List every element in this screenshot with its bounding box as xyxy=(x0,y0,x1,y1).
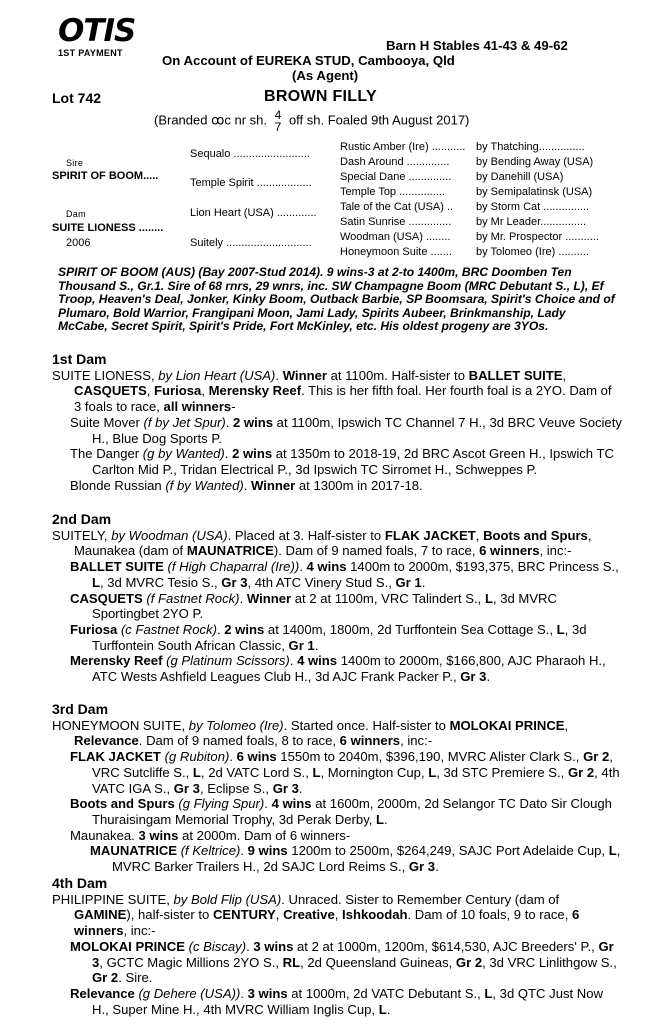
gen3-4: Tale of the Cat (USA) .. xyxy=(340,201,454,213)
dam-name: SUITE LIONESS ........ xyxy=(52,222,164,234)
fraction-bottom: 7 xyxy=(274,120,282,134)
brand-mid: nr sh. xyxy=(234,112,267,128)
stables-line: Barn H Stables 41-43 & 49-62 xyxy=(386,38,568,53)
dam-entry: SUITE LIONESS, by Lion Heart (USA). Winner at 1100m. Half-sister to BALLET SUITE, CASQUETS, Furiosa, Merensky Reef. This is her fifth foal. Her fourth foal is a 2YO. Dam of 3 foals to race, all winners- xyxy=(52,367,612,415)
section-heading: 4th Dam xyxy=(52,875,108,891)
gen4-7: by Tolomeo (Ire) .......... xyxy=(476,246,589,258)
progeny-entry: Furiosa (c Fastnet Rock). 2 wins at 1400m, 1800m, 2d Turffontein Sea Cottage S., L, 3d Turffontein South African Classic, Gr 1. xyxy=(70,621,587,653)
brand-prefix: (Branded xyxy=(154,112,208,128)
lot-number: Lot 742 xyxy=(52,90,102,106)
section-heading: 3rd Dam xyxy=(52,701,109,717)
gen4-2: by Danehill (USA) xyxy=(476,171,564,183)
gen4-0: by Thatching............... xyxy=(476,141,585,153)
section-heading: 1st Dam xyxy=(52,351,107,367)
payment-label: 1ST PAYMENT xyxy=(58,48,123,58)
progeny-entry: Blonde Russian (f by Wanted). Winner at 1300m in 2017-18. xyxy=(70,477,423,493)
gen2-1: Temple Spirit .................. xyxy=(190,177,312,189)
dam-entry: PHILIPPINE SUITE, by Bold Flip (USA). Unraced. Sister to Remember Century (dam of GAMINE), half-sister to CENTURY, Creative, Ishkoodah. Dam of 10 foals, 9 to race, 6 winners, inc:- xyxy=(52,891,580,939)
fraction-top: 4 xyxy=(274,108,282,122)
gen3-0: Rustic Amber (Ire) ........... xyxy=(340,141,466,153)
progeny-entry: MOLOKAI PRINCE (c Biscay). 3 wins at 2 at 1000m, 1200m, $614,530, AJC Breeders' P., Gr 3, GCTC Magic Millions 2YO S., RL, 2d Queensland Guineas, Gr 2, 3d VRC Linlithgow S., Gr 2. Sire. xyxy=(70,938,617,986)
gen3-6: Woodman (USA) ........ xyxy=(340,231,451,243)
gen3-2: Special Dane .............. xyxy=(340,171,452,183)
dam-entry: HONEYMOON SUITE, by Tolomeo (Ire). Started once. Half-sister to MOLOKAI PRINCE, Relevance. Dam of 9 named foals, 8 to race, 6 winners, inc:- xyxy=(52,717,569,749)
progeny-entry: The Danger (g by Wanted). 2 wins at 1350m to 2018-19, 2d BRC Ascot Green H., Ipswich TC Carlton Mid P., Tridan Electrical P., 3d Ipswich TC Sirromet H., Schweppes P. xyxy=(70,446,614,477)
dam-entry: SUITELY, by Woodman (USA). Placed at 3. Half-sister to FLAK JACKET, Boots and Spurs, Maunakea (dam of MAUNATRICE). Dam of 9 named foals, 7 to race, 6 winners, inc:- xyxy=(52,527,592,559)
first-dam-section xyxy=(52,352,622,493)
fourth-dam-section xyxy=(52,876,622,1017)
dam-label: Dam xyxy=(66,209,86,219)
sire-name: SPIRIT OF BOOM..... xyxy=(52,170,159,182)
gen2-3: Suitely ............................ xyxy=(190,237,312,249)
progeny-entry: Maunakea. 3 wins at 2000m. Dam of 6 winners- xyxy=(70,827,351,843)
second-dam-section xyxy=(52,512,622,685)
brand-fraction xyxy=(275,109,282,133)
brand-mark: ꝏc xyxy=(211,112,231,128)
gen4-4: by Storm Cat ............... xyxy=(476,201,590,213)
gen3-5: Satin Sunrise .............. xyxy=(340,216,452,228)
agent-line: (As Agent) xyxy=(292,68,359,83)
gen3-3: Temple Top ............... xyxy=(340,186,445,198)
progeny-entry: Merensky Reef (g Platinum Scissors). 4 wins 1400m to 2000m, $166,800, AJC Pharaoh H., ATC Wests Ashfield Leagues Club H., 3d AJC Frank Packer P., Gr 3. xyxy=(70,653,606,685)
gen4-3: by Semipalatinsk (USA) xyxy=(476,186,593,198)
gen2-0: Sequalo ......................... xyxy=(190,148,310,160)
gen4-6: by Mr. Prospector ........... xyxy=(476,231,599,243)
gen4-5: by Mr Leader............... xyxy=(476,216,587,228)
progeny-entry: BALLET SUITE (f High Chaparral (Ire)). 4 wins 1400m to 2000m, $193,375, BRC Princess S., L, 3d MVRC Tesio S., Gr 3, 4th ATC Vinery Stud S., Gr 1. xyxy=(70,559,619,590)
section-heading: 2nd Dam xyxy=(52,511,112,527)
progeny-entry: CASQUETS (f Fastnet Rock). Winner at 2 at 1100m, VRC Talindert S., L, 3d MVRC Sportingbet 2YO P. xyxy=(70,590,557,622)
account-line: On Account of EUREKA STUD, Cambooya, Qld xyxy=(162,53,455,68)
lot-title: BROWN FILLY xyxy=(264,88,377,105)
sire-label: Sire xyxy=(66,158,84,168)
gen3-1: Dash Around .............. xyxy=(340,156,450,168)
brand-line xyxy=(154,109,469,133)
gen3-7: Honeymoon Suite ....... xyxy=(340,246,452,258)
third-dam-section xyxy=(52,702,622,875)
dam-year: 2006 xyxy=(66,237,91,249)
progeny-entry: MAUNATRICE (f Keltrice). 9 wins 1200m to 2500m, $264,249, SAJC Port Adelaide Cup, L, MVRC Barker Trailers H., 2d SAJC Lord Reims S., Gr 3. xyxy=(90,843,621,875)
sire-bio: SPIRIT OF BOOM (AUS) (Bay 2007-Stud 2014). 9 wins-3 at 2-to 1400m, BRC Doomben Ten Thousand S., Gr.1. Sire of 68 rnrs, 29 wnrs, inc. SW Champagne Boom (MRC Debutant S., L), Ef Troop, Heaven's Deal, Jonker, Kinky Boom, Outback Barbie, SP Boomsara, Spirit's Choice and of Plumaro, Bold Warrior, Frangipani Moon, Jami Lady, Spirits Aubeer, Brinkmanship, Lady McCabe, Secret Spirit, Spirit's Pride, Fort McKinley, etc. His oldest progeny are 3YOs. xyxy=(58,265,615,334)
gen4-1: by Bending Away (USA) xyxy=(476,156,594,168)
progeny-entry: FLAK JACKET (g Rubiton). 6 wins 1550m to 2040m, $396,190, MVRC Alister Clark S., Gr 2, VRC Sutcliffe S., L, 2d VATC Lord S., L, Mornington Cup, L, 3d STC Premiere S., Gr 2, 4th VATC IGA S., Gr 3, Eclipse S., Gr 3. xyxy=(70,749,620,796)
progeny-entry: Boots and Spurs (g Flying Spur). 4 wins at 1600m, 2000m, 2d Selangor TC Dato Sir Clough Thuraisingam Memorial Trophy, 3d Perak Derby, L. xyxy=(70,796,612,827)
otis-logo xyxy=(58,13,136,58)
progeny-entry: Relevance (g Dehere (USA)). 3 wins at 1000m, 2d VATC Debutant S., L, 3d QTC Just Now H., Super Mine H., 4th MVRC William Inglis Cup, L. xyxy=(70,985,603,1017)
logo-brand: OTIS xyxy=(58,13,136,49)
progeny-entry: Suite Mover (f by Jet Spur). 2 wins at 1100m, Ipswich TC Channel 7 H., 3d BRC Veuve Society H., Blue Dog Sports P. xyxy=(70,414,622,446)
brand-suffix: off sh. Foaled 9th August 2017) xyxy=(288,112,470,128)
gen2-2: Lion Heart (USA) ............. xyxy=(190,207,317,219)
